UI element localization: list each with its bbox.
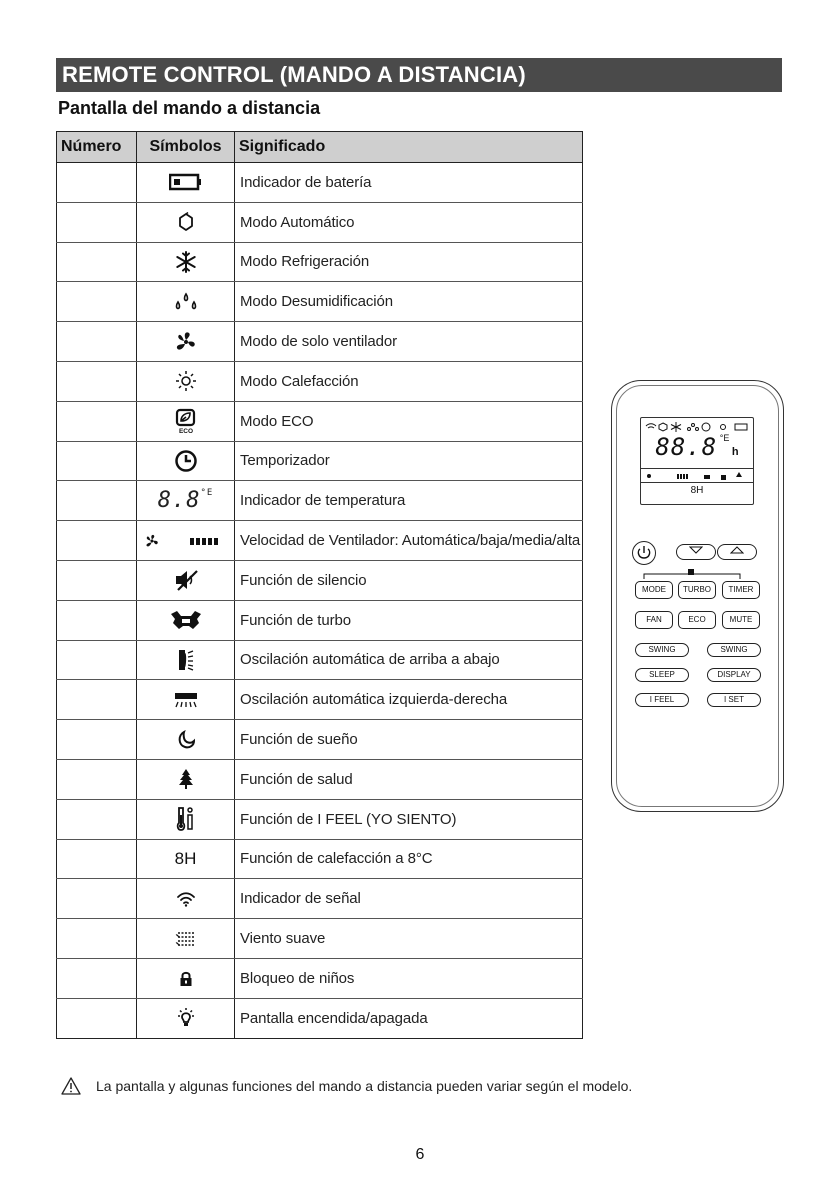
ifeel-thermometer-icon (175, 805, 197, 833)
row-number-cell (57, 640, 137, 680)
table-row (57, 242, 583, 282)
fan-icon (174, 330, 198, 354)
swing-vertical-button[interactable] (635, 643, 689, 657)
eco-leaf-icon (175, 408, 197, 434)
temperature-digits-icon (158, 488, 214, 513)
temp-up-button[interactable] (717, 544, 757, 560)
meaning-cell: Modo Calefacción (235, 361, 583, 401)
page-number: 6 (415, 1146, 425, 1163)
lcd-hour-unit: h (731, 446, 739, 458)
row-number-cell (57, 958, 137, 998)
table-row (57, 998, 583, 1038)
symbol-cell (137, 879, 235, 919)
table-row (57, 958, 583, 998)
row-number-cell (57, 242, 137, 282)
symbol-cell (137, 521, 235, 561)
lcd-function-icons (643, 471, 751, 481)
arrow-up-icon (730, 545, 744, 555)
timer-clock-icon (174, 449, 198, 473)
turbo-icon (169, 609, 203, 631)
table-row (57, 481, 583, 521)
table-row (57, 163, 583, 203)
meaning-cell: Función de calefacción a 8°C (235, 839, 583, 879)
table-row (57, 441, 583, 481)
eco-icon-label: ECO (178, 428, 193, 435)
meaning-cell: Velocidad de Ventilador: Automática/baja/media/alta (235, 521, 583, 561)
meaning-cell: Indicador de batería (235, 163, 583, 203)
swing-horizontal-button[interactable] (707, 643, 761, 657)
lcd-middle-icons-row (641, 468, 753, 483)
meaning-cell: Pantalla encendida/apagada (235, 998, 583, 1038)
lcd-8h-indicator: 8H (690, 485, 704, 496)
table-header-row (57, 132, 583, 163)
table-row (57, 600, 583, 640)
signal-wifi-icon (176, 891, 196, 907)
table-row (57, 919, 583, 959)
lcd-digits-row (641, 433, 753, 465)
section-title-banner: REMOTE CONTROL (MANDO A DISTANCIA) (56, 58, 782, 92)
symbol-cell (137, 202, 235, 242)
row-number-cell (57, 600, 137, 640)
footnote-text: La pantalla y algunas funciones del mando a distancia pueden variar según el modelo. (96, 1078, 633, 1094)
symbol-cell (137, 322, 235, 362)
water-drops-icon (173, 292, 199, 312)
child-lock-icon (179, 971, 193, 987)
symbol-cell (137, 401, 235, 441)
fan-speed-icon (144, 533, 228, 549)
row-number-cell (57, 839, 137, 879)
meaning-cell: Modo Automático (235, 202, 583, 242)
health-tree-icon (177, 768, 195, 790)
sleep-button[interactable]: SLEEP (635, 668, 689, 682)
row-number-cell (57, 481, 137, 521)
lcd-temperature-digits: 88.8 (655, 433, 718, 461)
column-header-number: Número (57, 132, 137, 163)
remote-control-illustration (611, 380, 784, 812)
row-number-cell (57, 919, 137, 959)
meaning-cell: Viento suave (235, 919, 583, 959)
symbol-cell (137, 242, 235, 282)
iset-button[interactable]: I SET (707, 693, 761, 707)
power-button[interactable] (632, 541, 656, 565)
mode-button[interactable]: MODE (635, 581, 673, 599)
8h-heating-text: 8H (174, 848, 197, 868)
turbo-button[interactable]: TURBO (678, 581, 716, 599)
row-number-cell (57, 361, 137, 401)
row-number-cell (57, 163, 137, 203)
meaning-cell: Función de sueño (235, 720, 583, 760)
ifeel-button[interactable]: I FEEL (635, 693, 689, 707)
temperature-digits-text: 8.8 (157, 488, 201, 514)
power-icon (633, 542, 655, 564)
row-number-cell (57, 322, 137, 362)
table-row (57, 799, 583, 839)
remote-lcd-display (640, 417, 754, 505)
symbol-cell (137, 441, 235, 481)
row-number-cell (57, 720, 137, 760)
swing-horizontal-label: SWING (720, 645, 748, 654)
meaning-cell: Indicador de temperatura (235, 481, 583, 521)
mute-button[interactable]: MUTE (722, 611, 760, 629)
symbol-cell (137, 163, 235, 203)
table-row (57, 879, 583, 919)
lcd-temperature-unit: °E (719, 433, 730, 443)
lcd-bottom-icons-row (641, 482, 753, 496)
symbol-cell (137, 481, 235, 521)
row-number-cell (57, 680, 137, 720)
symbol-cell (137, 839, 235, 879)
row-number-cell (57, 282, 137, 322)
symbol-cell (137, 680, 235, 720)
symbol-cell (137, 600, 235, 640)
battery-icon (169, 173, 203, 191)
symbol-cell (137, 998, 235, 1038)
temperature-unit-text: °E (200, 488, 214, 499)
row-number-cell (57, 560, 137, 600)
meaning-cell: Modo Desumidificación (235, 282, 583, 322)
meaning-cell: Función de turbo (235, 600, 583, 640)
row-number-cell (57, 441, 137, 481)
eco-button[interactable]: ECO (678, 611, 716, 629)
meaning-cell: Función de I FEEL (YO SIENTO) (235, 799, 583, 839)
table-row (57, 282, 583, 322)
table-row (57, 640, 583, 680)
table-row (57, 361, 583, 401)
row-number-cell (57, 401, 137, 441)
symbol-cell (137, 361, 235, 401)
arrow-down-icon (689, 545, 703, 555)
table-row (57, 560, 583, 600)
row-number-cell (57, 998, 137, 1038)
meaning-cell: Indicador de señal (235, 879, 583, 919)
meaning-cell: Función de salud (235, 759, 583, 799)
display-button[interactable]: DISPLAY (707, 668, 761, 682)
row-number-cell (57, 202, 137, 242)
row-number-cell (57, 521, 137, 561)
temp-down-button[interactable] (676, 544, 716, 560)
child-lock-bracket (642, 567, 742, 581)
row-number-cell (57, 759, 137, 799)
meaning-cell: Modo de solo ventilador (235, 322, 583, 362)
table-row (57, 401, 583, 441)
symbol-cell (137, 958, 235, 998)
symbol-cell (137, 799, 235, 839)
sleep-moon-icon (175, 729, 197, 751)
gentle-wind-icon (175, 930, 197, 948)
meaning-cell: Modo Refrigeración (235, 242, 583, 282)
symbol-cell (137, 759, 235, 799)
warning-triangle-icon (60, 1076, 82, 1096)
meaning-cell: Oscilación automática de arriba a abajo (235, 640, 583, 680)
symbol-cell (137, 282, 235, 322)
sun-icon (175, 370, 197, 392)
table-row (57, 322, 583, 362)
column-header-symbols: Símbolos (137, 132, 235, 163)
symbol-cell (137, 640, 235, 680)
table-row (57, 759, 583, 799)
symbol-cell (137, 919, 235, 959)
meaning-cell: Función de silencio (235, 560, 583, 600)
auto-mode-icon (176, 212, 196, 232)
row-number-cell (57, 799, 137, 839)
footnote (60, 1076, 632, 1096)
table-row (57, 680, 583, 720)
vertical-swing-icon (176, 648, 196, 672)
mute-icon (173, 569, 199, 591)
fan-button[interactable]: FAN (635, 611, 673, 629)
table-row (57, 720, 583, 760)
column-header-meaning: Significado (235, 132, 583, 163)
horizontal-swing-icon (173, 691, 199, 709)
display-light-icon (175, 1007, 197, 1029)
meaning-cell: Modo ECO (235, 401, 583, 441)
page-subtitle: Pantalla del mando a distancia (58, 98, 321, 118)
meaning-cell: Bloqueo de niños (235, 958, 583, 998)
snowflake-icon (174, 250, 198, 274)
table-row (57, 839, 583, 879)
table-row (57, 202, 583, 242)
row-number-cell (57, 879, 137, 919)
lcd-mode-icons (643, 421, 751, 433)
meaning-cell: Oscilación automática izquierda-derecha (235, 680, 583, 720)
table-row (57, 521, 583, 561)
timer-button[interactable]: TIMER (722, 581, 760, 599)
symbol-cell (137, 560, 235, 600)
symbols-table (56, 131, 583, 1039)
swing-vertical-label: SWING (648, 645, 676, 654)
symbol-cell (137, 720, 235, 760)
meaning-cell: Temporizador (235, 441, 583, 481)
